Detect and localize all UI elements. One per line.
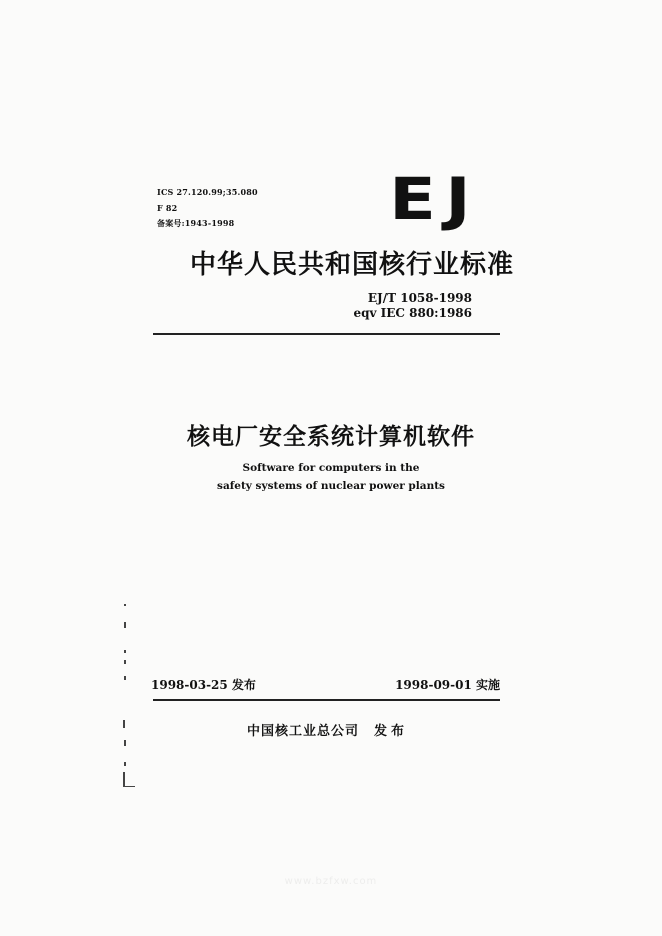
publisher-name: 中国核工业总公司	[247, 724, 360, 739]
equivalent-standard: eqv IEC 880:1986	[353, 306, 472, 320]
scan-mark	[123, 786, 135, 787]
bottom-divider	[153, 699, 500, 701]
scan-mark	[124, 650, 126, 653]
document-title-english-line1: Software for computers in the	[242, 462, 420, 474]
standard-number: EJ/T 1058-1998	[367, 291, 472, 305]
ccs-code: F 82	[157, 203, 178, 213]
watermark: www.bzfxw.com	[284, 876, 378, 887]
implementation-date: 1998-09-01 实施	[395, 678, 500, 692]
record-number: 备案号:1943-1998	[157, 218, 235, 228]
scan-mark	[123, 720, 125, 728]
scan-mark	[124, 660, 126, 664]
scan-mark	[123, 772, 125, 786]
ics-code: ICS 27.120.99;35.080	[157, 187, 258, 197]
scan-mark	[124, 740, 126, 746]
issue-date: 1998-03-25 发布	[151, 678, 256, 692]
document-title-english-line2: safety systems of nuclear power plants	[217, 480, 445, 492]
scan-mark	[124, 762, 126, 766]
ej-logo: EJ	[388, 165, 480, 233]
publisher-action: 发布	[374, 724, 409, 739]
scan-mark	[124, 622, 126, 628]
scan-mark	[124, 676, 126, 680]
scan-mark	[124, 604, 126, 606]
document-title-chinese: 核电厂安全系统计算机软件	[187, 424, 475, 450]
standard-category-title: 中华人民共和国核行业标准	[190, 250, 515, 280]
top-divider	[153, 333, 500, 335]
